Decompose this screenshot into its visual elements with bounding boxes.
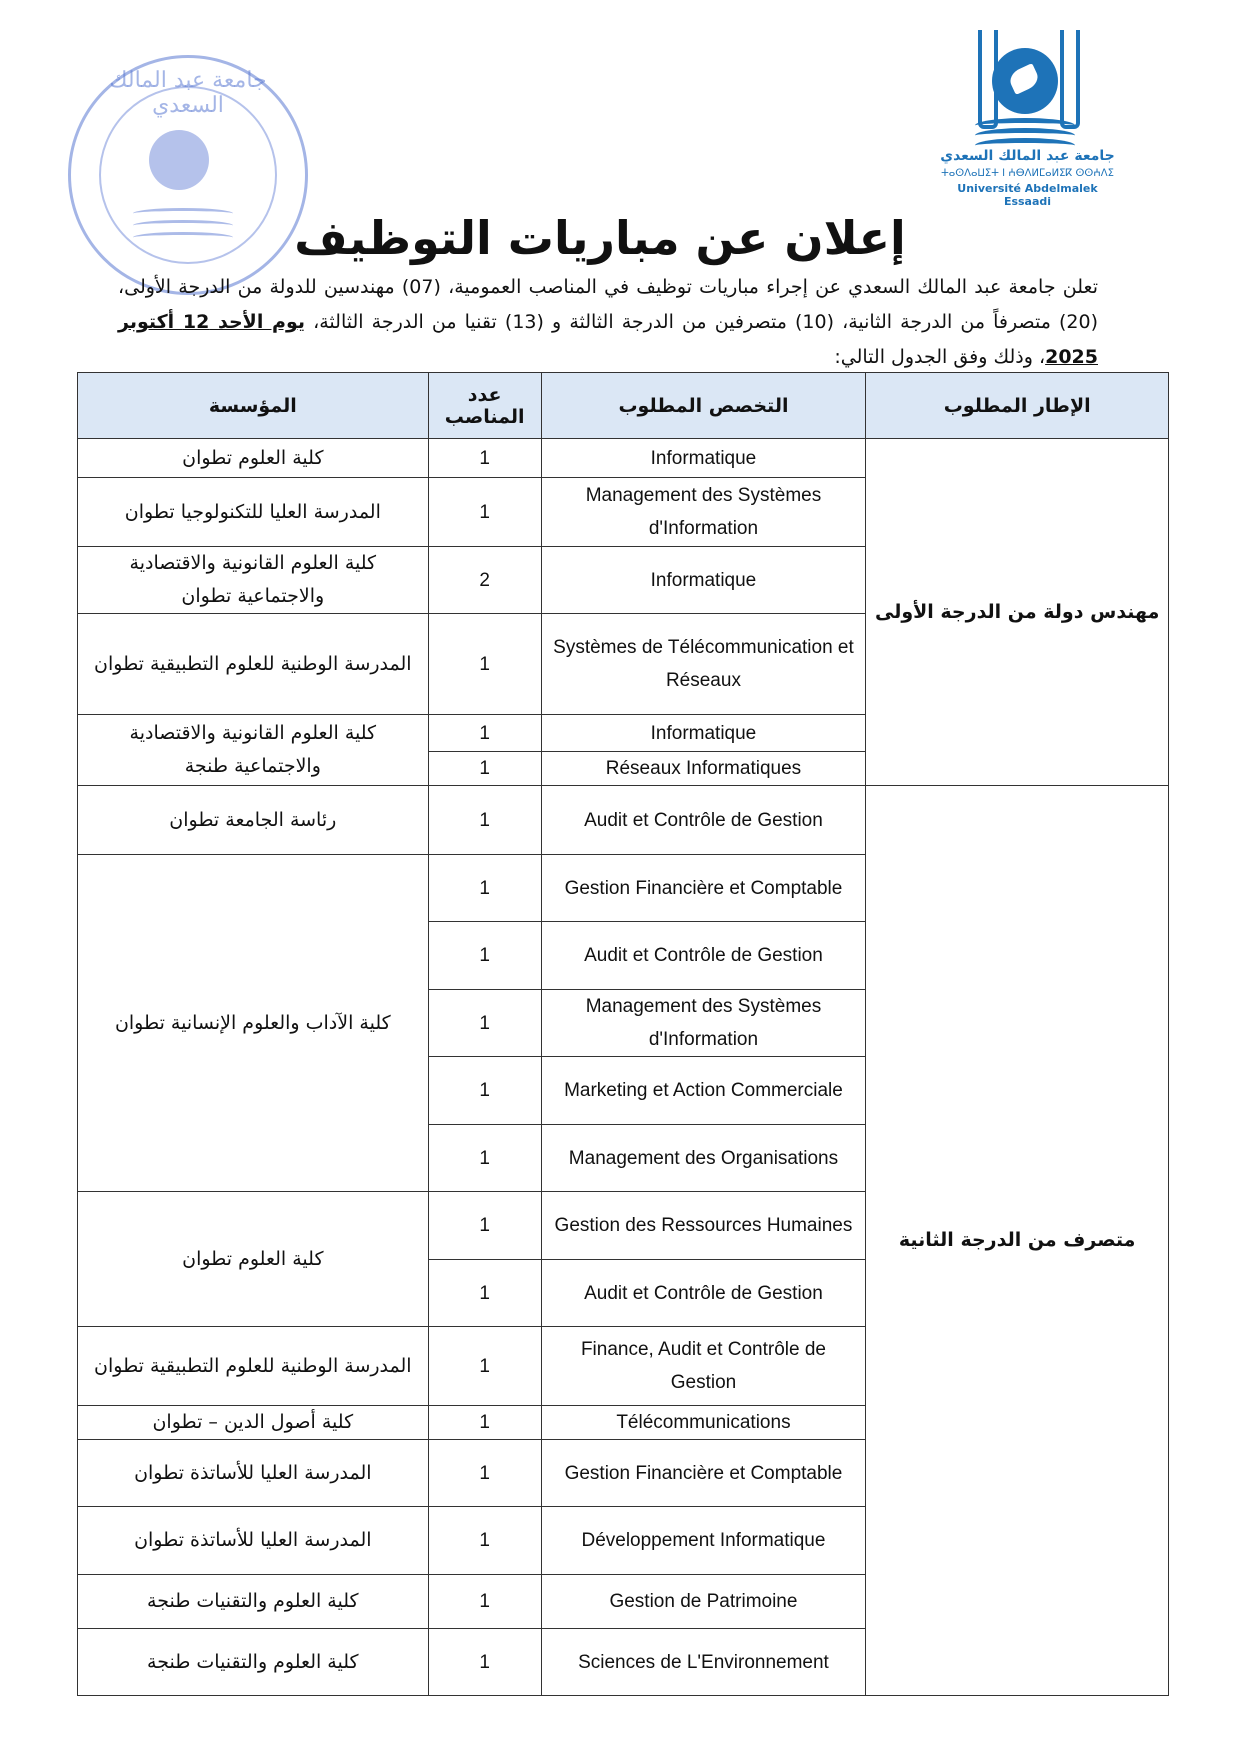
count-cell: 1 <box>428 990 541 1057</box>
specialty-cell: Sciences de L'Environnement <box>541 1629 866 1696</box>
institution-cell: كلية العلوم والتقنيات طنجة <box>78 1575 429 1629</box>
institution-cell: كلية العلوم القانونية والاقتصادية والاجتماعية تطوان <box>78 547 429 614</box>
logo-arabic-name: جامعة عبد المالك السعدي <box>940 148 1115 164</box>
specialty-cell: Systèmes de Télécommunication et Réseaux <box>541 614 866 715</box>
institution-cell: كلية الآداب والعلوم الإنسانية تطوان <box>78 855 429 1192</box>
count-cell: 1 <box>428 1406 541 1440</box>
positions-table <box>77 372 1169 1696</box>
specialty-cell: Informatique <box>541 715 866 752</box>
intro-paragraph <box>118 270 1098 375</box>
count-cell: 1 <box>428 614 541 715</box>
count-cell: 1 <box>428 1192 541 1260</box>
table-header-row <box>78 373 1169 439</box>
specialty-cell: Gestion Financière et Comptable <box>541 1440 866 1507</box>
institution-cell: كلية العلوم تطوان <box>78 439 429 478</box>
specialty-cell: Management des Systèmes d'Information <box>541 990 866 1057</box>
table-row <box>78 786 1169 855</box>
specialty-cell: Management des Systèmes d'Information <box>541 478 866 547</box>
institution-cell: كلية أصول الدين – تطوان <box>78 1406 429 1440</box>
institution-cell: كلية العلوم والتقنيات طنجة <box>78 1629 429 1696</box>
official-stamp-icon <box>68 55 308 295</box>
count-cell: 1 <box>428 922 541 990</box>
stamp-text: جامعة عبد المالك السعدي <box>109 68 267 118</box>
category-cell: متصرف من الدرجة الثانية <box>866 786 1169 1696</box>
logo-right-arm <box>1060 30 1080 129</box>
count-cell: 1 <box>428 1507 541 1575</box>
specialty-cell: Réseaux Informatiques <box>541 752 866 786</box>
specialty-cell: Informatique <box>541 439 866 478</box>
specialty-cell: Audit et Contrôle de Gestion <box>541 922 866 990</box>
count-cell: 1 <box>428 786 541 855</box>
category-cell: مهندس دولة من الدرجة الأولى <box>866 439 1169 786</box>
count-cell: 1 <box>428 1440 541 1507</box>
university-logo-icon <box>940 30 1115 208</box>
table-row <box>78 439 1169 478</box>
specialty-cell: Informatique <box>541 547 866 614</box>
institution-cell: رئاسة الجامعة تطوان <box>78 786 429 855</box>
logo-french-name: Université Abdelmalek Essaadi <box>957 182 1098 208</box>
count-cell: 1 <box>428 715 541 752</box>
specialty-cell: Gestion des Ressources Humaines <box>541 1192 866 1260</box>
institution-cell: المدرسة الوطنية للعلوم التطبيقية تطوان <box>78 614 429 715</box>
stamp-wave <box>133 208 233 219</box>
stamp-emblem <box>149 130 209 190</box>
institution-cell: المدرسة العليا للتكنولوجيا تطوان <box>78 478 429 547</box>
count-cell: 1 <box>428 1125 541 1192</box>
page-title: إعلان عن مباريات التوظيف <box>294 210 906 265</box>
count-cell: 1 <box>428 478 541 547</box>
header-specialty: التخصص المطلوب <box>541 373 866 439</box>
header-institution: المؤسسة <box>78 373 429 439</box>
count-cell: 1 <box>428 855 541 922</box>
institution-cell: المدرسة العليا للأساتذة تطوان <box>78 1440 429 1507</box>
count-cell: 1 <box>428 1327 541 1406</box>
logo-tifinagh-name: ⵜⴰⵙⴷⴰⵡⵉⵜ ⵏ ⵄⴱⴷⵍⵎⴰⵍⵉⴽ ⵙⵙⵄⴷⵉ <box>941 168 1114 179</box>
count-cell: 1 <box>428 752 541 786</box>
specialty-cell: Marketing et Action Commerciale <box>541 1057 866 1125</box>
stamp-wave <box>133 232 233 243</box>
specialty-cell: Développement Informatique <box>541 1507 866 1575</box>
specialty-cell: Management des Organisations <box>541 1125 866 1192</box>
exam-date: يوم الأحد 12 أكتوبر 2025 <box>118 311 1098 368</box>
header-count: عدد المناصب <box>428 373 541 439</box>
intro-text: تعلن جامعة عبد المالك السعدي عن إجراء مباريات توظيف في المناصب العمومية، (07) مهندسين للدولة من الدرجة الأولى، (20) متصرفاً من الدرجة الثانية، (10) متصرفين من الدرجة الثالثة و (13) تقنيا من الدرجة الثالثة، <box>118 276 1099 333</box>
specialty-cell: Gestion de Patrimoine <box>541 1575 866 1629</box>
specialty-cell: Télécommunications <box>541 1406 866 1440</box>
specialty-cell: Finance, Audit et Contrôle de Gestion <box>541 1327 866 1406</box>
count-cell: 1 <box>428 439 541 478</box>
specialty-cell: Audit et Contrôle de Gestion <box>541 1260 866 1327</box>
specialty-cell: Audit et Contrôle de Gestion <box>541 786 866 855</box>
institution-cell: كلية العلوم القانونية والاقتصادية والاجتماعية طنجة <box>78 715 429 786</box>
institution-cell: المدرسة الوطنية للعلوم التطبيقية تطوان <box>78 1327 429 1406</box>
count-cell: 1 <box>428 1260 541 1327</box>
institution-cell: كلية العلوم تطوان <box>78 1192 429 1327</box>
institution-cell: المدرسة العليا للأساتذة تطوان <box>78 1507 429 1575</box>
count-cell: 1 <box>428 1057 541 1125</box>
header-category: الإطار المطلوب <box>866 373 1169 439</box>
count-cell: 1 <box>428 1575 541 1629</box>
specialty-cell: Gestion Financière et Comptable <box>541 855 866 922</box>
stamp-wave <box>133 220 233 231</box>
count-cell: 1 <box>428 1629 541 1696</box>
intro-text-end: ، وذلك وفق الجدول التالي: <box>834 346 1046 368</box>
count-cell: 2 <box>428 547 541 614</box>
